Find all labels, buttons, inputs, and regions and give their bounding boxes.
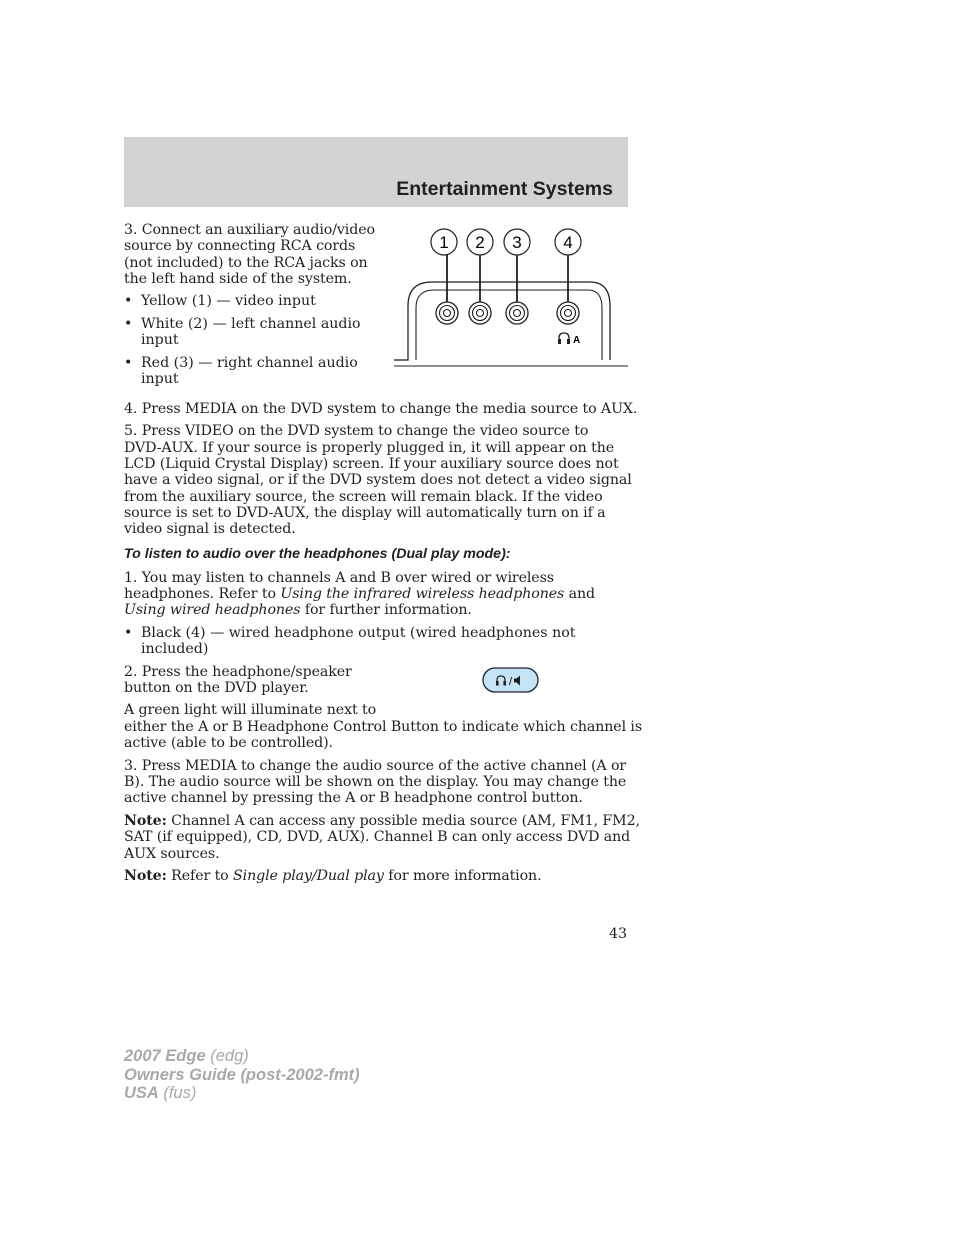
bullet-dot: • (124, 625, 133, 641)
step5-line-7: video signal is detected. (124, 521, 296, 537)
callout-3-label: 3 (512, 233, 522, 252)
bullet-dot: • (124, 293, 133, 309)
callout-2 (467, 229, 493, 255)
bullet-text: Red (3) — right channel audio (141, 355, 358, 371)
dual-play-subhead: To listen to audio over the headphones (Dual play mode): (124, 546, 511, 562)
step5-line-4: have a video signal, or if the DVD system does not detect a video signal (124, 472, 632, 488)
section-header-band (124, 137, 628, 207)
button-separator: / (509, 676, 513, 688)
headphone-jack-4 (557, 302, 579, 324)
footer-line-3 (124, 1084, 360, 1103)
note-label: Note: (124, 813, 167, 829)
green-light-line-3: active (able to be controlled). (124, 735, 333, 751)
step5-line-3: LCD (Liquid Crystal Display) screen. If your auxiliary source does not (124, 456, 619, 472)
step5-line-2: DVD-AUX. If your source is properly plugged in, it will appear on the (124, 440, 615, 456)
page-number: 43 (609, 926, 628, 942)
dual-step1-line-3 (124, 602, 472, 618)
bullet-dot: • (124, 316, 133, 332)
footer-model: 2007 Edge (124, 1047, 206, 1065)
text-run: headphones. Refer to (124, 586, 281, 602)
step3-line-4: the left hand side of the system. (124, 271, 352, 287)
bullet-text: Black (4) — wired headphone output (wired headphones not (141, 625, 576, 641)
cross-reference-single-dual-play: Single play/Dual play (233, 868, 384, 884)
step5-line-1: 5. Press VIDEO on the DVD system to change the video source to (124, 423, 589, 439)
callout-3 (504, 229, 530, 255)
bullet-black (124, 625, 604, 659)
text-run: Refer to (166, 868, 234, 884)
headphone-icon (558, 333, 570, 344)
dual-step2-line-1: 2. Press the headphone/speaker (124, 664, 352, 680)
callout-4-label: 4 (563, 233, 573, 252)
cross-reference-wired-headphones: Using wired headphones (124, 602, 301, 618)
bullet-text: input (141, 332, 179, 348)
note2-line (124, 868, 542, 884)
callout-2-label: 2 (475, 233, 485, 252)
step5-line-6: source is set to DVD-AUX, the display will automatically turn on if a (124, 505, 606, 521)
note-label: Note: (124, 868, 167, 884)
dual-step1-line-1: 1. You may listen to channels A and B over wired or wireless (124, 570, 554, 586)
callout-1 (431, 229, 457, 255)
green-light-line-1: A green light will illuminate next to (124, 702, 377, 718)
bullet-text: included) (141, 641, 209, 657)
dual-step3-line-3: active channel by pressing the A or B headphone control button. (124, 790, 583, 806)
footer-guide: Owners Guide (post-2002-fmt) (124, 1065, 360, 1084)
callout-1-label: 1 (439, 233, 449, 252)
step3-line-3: (not included) to the RCA jacks on (124, 255, 368, 271)
bullet-text: input (141, 371, 179, 387)
bullet-red (124, 355, 384, 389)
text-run: for more information. (383, 868, 542, 884)
bullet-yellow (124, 293, 384, 311)
housing-inner-outline (416, 290, 602, 360)
step3-line-1: 3. Connect an auxiliary audio/video (124, 222, 375, 238)
footer-market: USA (124, 1084, 159, 1102)
text-run: and (564, 586, 596, 602)
dual-step3-line-1: 3. Press MEDIA to change the audio source of the active channel (A or (124, 758, 627, 774)
rca-jack-1 (436, 302, 458, 324)
note1-line-3: AUX sources. (124, 846, 220, 862)
document-footer (124, 1047, 360, 1103)
housing-outline (394, 282, 610, 360)
footer-market-code: (fus) (158, 1084, 197, 1102)
rca-jack-diagram (394, 226, 630, 372)
rca-jack-3 (506, 302, 528, 324)
bullet-text: White (2) — left channel audio (141, 316, 361, 332)
note1-line-1 (124, 813, 640, 829)
note1-line-2: SAT (if equipped), CD, DVD, AUX). Channel B can only access DVD and (124, 829, 631, 845)
dual-step3-line-2: B). The audio source will be shown on the display. You may change the (124, 774, 627, 790)
footer-line-1 (124, 1047, 360, 1066)
headphone-speaker-button (482, 667, 540, 695)
step4-text: 4. Press MEDIA on the DVD system to change the media source to AUX. (124, 401, 638, 417)
dual-step1-line-2 (124, 586, 595, 602)
bullet-white (124, 316, 384, 350)
text-run: Channel A can access any possible media source (AM, FM1, FM2, (166, 813, 640, 829)
step3-line-2: source by connecting RCA cords (124, 238, 356, 254)
jack-label-a: A (573, 335, 581, 346)
footer-line-2 (124, 1066, 360, 1085)
dual-step2-line-2: button on the DVD player. (124, 680, 309, 696)
green-light-line-2: either the A or B Headphone Control Button to indicate which channel is (124, 719, 643, 735)
bullet-dot: • (124, 355, 133, 371)
footer-model-code: (edg) (205, 1047, 249, 1065)
step5-line-5: from the auxiliary source, the screen will remain black. If the video (124, 489, 603, 505)
section-title: Entertainment Systems (396, 178, 613, 200)
cross-reference-wireless-headphones: Using the infrared wireless headphones (280, 586, 565, 602)
rca-jack-2 (469, 302, 491, 324)
callout-4 (555, 229, 581, 255)
bullet-text: Yellow (1) — video input (141, 293, 316, 309)
text-run: for further information. (300, 602, 472, 618)
